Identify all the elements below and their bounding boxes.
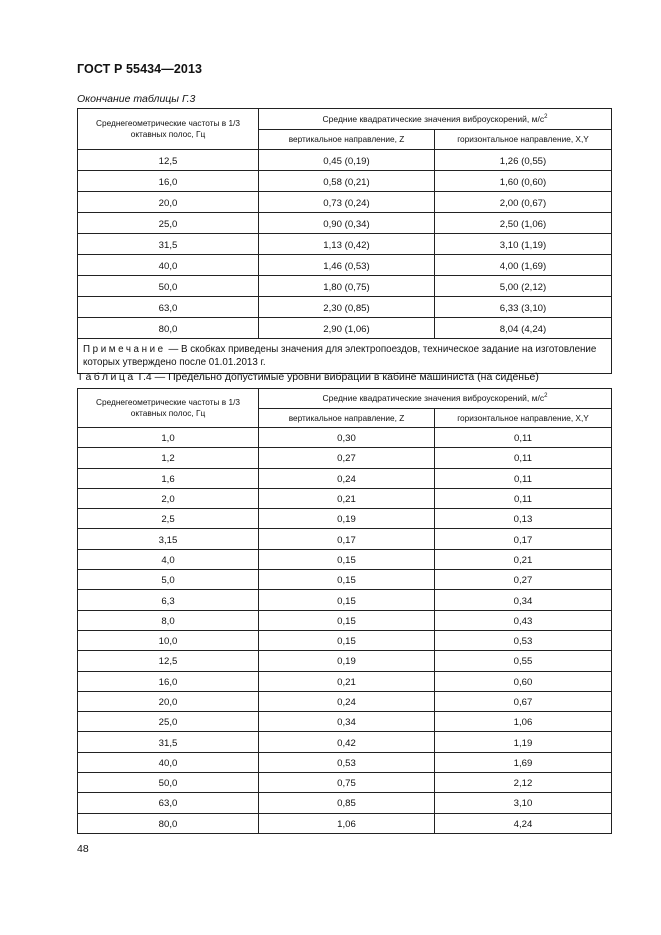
- cell-frequency: 16,0: [78, 671, 259, 691]
- table-row: [78, 813, 612, 833]
- cell-frequency: 12,5: [78, 150, 259, 171]
- header-rms-group: [259, 109, 612, 130]
- table-row: [78, 651, 612, 671]
- cell-frequency: 50,0: [78, 773, 259, 793]
- table-row: [78, 610, 612, 630]
- cell-vertical: 2,90 (1,06): [259, 318, 435, 339]
- cell-horizontal: 0,11: [435, 488, 612, 508]
- cell-frequency: 80,0: [78, 318, 259, 339]
- table-g4-caption-label: Таблица: [77, 371, 136, 383]
- table-row: [78, 276, 612, 297]
- cell-vertical: 0,73 (0,24): [259, 192, 435, 213]
- cell-vertical: 0,90 (0,34): [259, 213, 435, 234]
- table-g3-caption: Окончание таблицы Г.3: [77, 93, 196, 105]
- cell-vertical: 0,19: [259, 509, 435, 529]
- table-g4: [77, 388, 612, 834]
- cell-vertical: 0,53: [259, 752, 435, 772]
- cell-vertical: 0,27: [259, 448, 435, 468]
- cell-horizontal: 0,13: [435, 509, 612, 529]
- table-row: [78, 509, 612, 529]
- cell-frequency: 31,5: [78, 732, 259, 752]
- table-row: [78, 712, 612, 732]
- table-row: [78, 549, 612, 569]
- header-rms-group-sup: 2: [544, 393, 548, 400]
- table-row: [78, 192, 612, 213]
- cell-frequency: 4,0: [78, 549, 259, 569]
- cell-horizontal: 0,34: [435, 590, 612, 610]
- cell-vertical: 0,75: [259, 773, 435, 793]
- cell-vertical: 0,34: [259, 712, 435, 732]
- table-row: [78, 793, 612, 813]
- cell-horizontal: 2,12: [435, 773, 612, 793]
- note-label: Примечание: [83, 343, 166, 355]
- table-row: [78, 213, 612, 234]
- cell-horizontal: 2,00 (0,67): [435, 192, 612, 213]
- table-g3: [77, 108, 612, 374]
- table-row: [78, 234, 612, 255]
- cell-frequency: 1,6: [78, 468, 259, 488]
- cell-horizontal: 0,55: [435, 651, 612, 671]
- cell-frequency: 8,0: [78, 610, 259, 630]
- cell-frequency: 5,0: [78, 570, 259, 590]
- table-row: [78, 297, 612, 318]
- cell-vertical: 2,30 (0,85): [259, 297, 435, 318]
- cell-horizontal: 0,27: [435, 570, 612, 590]
- cell-frequency: 12,5: [78, 651, 259, 671]
- table-row: [78, 752, 612, 772]
- header-rms-group-text: Средние квадратические значения виброускорений, м/с: [322, 393, 545, 403]
- cell-frequency: 80,0: [78, 813, 259, 833]
- cell-frequency: 25,0: [78, 712, 259, 732]
- table-row: [78, 630, 612, 650]
- table-row: [78, 318, 612, 339]
- note-text: — В скобках приведены значения для электропоездов, техническое задание на изготовление которых утверждено после 01.01.2013 г.: [83, 343, 597, 368]
- table-note: [78, 339, 612, 374]
- header-rms-group-text: Средние квадратические значения виброускорений, м/с: [322, 113, 545, 124]
- header-frequency: Среднегеометрические частоты в 1/3 октавных полос, Гц: [78, 109, 259, 150]
- cell-horizontal: 0,11: [435, 468, 612, 488]
- page-number: 48: [77, 843, 89, 855]
- table-row: [78, 773, 612, 793]
- cell-vertical: 0,24: [259, 468, 435, 488]
- cell-frequency: 2,0: [78, 488, 259, 508]
- table-row: [78, 732, 612, 752]
- cell-vertical: 1,06: [259, 813, 435, 833]
- cell-horizontal: 5,00 (2,12): [435, 276, 612, 297]
- cell-vertical: 0,30: [259, 428, 435, 448]
- header-horizontal: горизонтальное направление, X,Y: [435, 130, 612, 150]
- cell-frequency: 1,0: [78, 428, 259, 448]
- cell-frequency: 63,0: [78, 793, 259, 813]
- table-row: [78, 468, 612, 488]
- table-row: [78, 671, 612, 691]
- cell-frequency: 10,0: [78, 630, 259, 650]
- cell-horizontal: 4,00 (1,69): [435, 255, 612, 276]
- header-vertical: вертикальное направление, Z: [259, 409, 435, 428]
- cell-frequency: 20,0: [78, 192, 259, 213]
- cell-vertical: 0,15: [259, 630, 435, 650]
- table-note-row: [78, 339, 612, 374]
- cell-horizontal: 0,17: [435, 529, 612, 549]
- cell-vertical: 0,15: [259, 610, 435, 630]
- cell-horizontal: 0,11: [435, 448, 612, 468]
- cell-frequency: 25,0: [78, 213, 259, 234]
- cell-horizontal: 8,04 (4,24): [435, 318, 612, 339]
- cell-frequency: 6,3: [78, 590, 259, 610]
- cell-vertical: 0,15: [259, 570, 435, 590]
- header-horizontal: горизонтальное направление, X,Y: [435, 409, 612, 428]
- cell-horizontal: 0,53: [435, 630, 612, 650]
- table-row: [78, 448, 612, 468]
- cell-horizontal: 1,69: [435, 752, 612, 772]
- cell-horizontal: 0,67: [435, 691, 612, 711]
- cell-vertical: 0,15: [259, 590, 435, 610]
- table-row: [78, 171, 612, 192]
- cell-frequency: 50,0: [78, 276, 259, 297]
- cell-horizontal: 1,06: [435, 712, 612, 732]
- cell-vertical: 0,19: [259, 651, 435, 671]
- table-row: [78, 691, 612, 711]
- table-row: [78, 529, 612, 549]
- cell-horizontal: 6,33 (3,10): [435, 297, 612, 318]
- cell-frequency: 3,15: [78, 529, 259, 549]
- cell-vertical: 0,45 (0,19): [259, 150, 435, 171]
- cell-vertical: 1,46 (0,53): [259, 255, 435, 276]
- cell-frequency: 20,0: [78, 691, 259, 711]
- cell-frequency: 31,5: [78, 234, 259, 255]
- cell-vertical: 1,80 (0,75): [259, 276, 435, 297]
- table-row: [78, 488, 612, 508]
- cell-horizontal: 1,19: [435, 732, 612, 752]
- cell-vertical: 0,85: [259, 793, 435, 813]
- table-row: [78, 255, 612, 276]
- header-rms-group-sup: 2: [544, 113, 548, 120]
- table-row: [78, 428, 612, 448]
- header-rms-group: [259, 389, 612, 409]
- cell-horizontal: 1,26 (0,55): [435, 150, 612, 171]
- cell-horizontal: 3,10: [435, 793, 612, 813]
- cell-vertical: 0,24: [259, 691, 435, 711]
- cell-vertical: 0,15: [259, 549, 435, 569]
- header-vertical: вертикальное направление, Z: [259, 130, 435, 150]
- cell-horizontal: 0,21: [435, 549, 612, 569]
- cell-vertical: 1,13 (0,42): [259, 234, 435, 255]
- cell-horizontal: 2,50 (1,06): [435, 213, 612, 234]
- cell-frequency: 2,5: [78, 509, 259, 529]
- cell-frequency: 40,0: [78, 752, 259, 772]
- table-row: [78, 570, 612, 590]
- cell-vertical: 0,17: [259, 529, 435, 549]
- cell-horizontal: 1,60 (0,60): [435, 171, 612, 192]
- cell-vertical: 0,42: [259, 732, 435, 752]
- document-code: ГОСТ Р 55434—2013: [77, 62, 203, 76]
- cell-frequency: 40,0: [78, 255, 259, 276]
- cell-horizontal: 0,60: [435, 671, 612, 691]
- cell-horizontal: 4,24: [435, 813, 612, 833]
- cell-vertical: 0,58 (0,21): [259, 171, 435, 192]
- cell-vertical: 0,21: [259, 488, 435, 508]
- cell-frequency: 1,2: [78, 448, 259, 468]
- cell-vertical: 0,21: [259, 671, 435, 691]
- table-g4-caption-text: Г.4 — Предельно допустимые уровни вибрации в кабине машиниста (на сиденье): [135, 371, 539, 383]
- cell-horizontal: 0,11: [435, 428, 612, 448]
- table-g4-caption: [77, 371, 539, 383]
- cell-horizontal: 0,43: [435, 610, 612, 630]
- cell-horizontal: 3,10 (1,19): [435, 234, 612, 255]
- header-frequency: Среднегеометрические частоты в 1/3 октавных полос, Гц: [78, 389, 259, 428]
- table-row: [78, 590, 612, 610]
- cell-frequency: 16,0: [78, 171, 259, 192]
- cell-frequency: 63,0: [78, 297, 259, 318]
- table-row: [78, 150, 612, 171]
